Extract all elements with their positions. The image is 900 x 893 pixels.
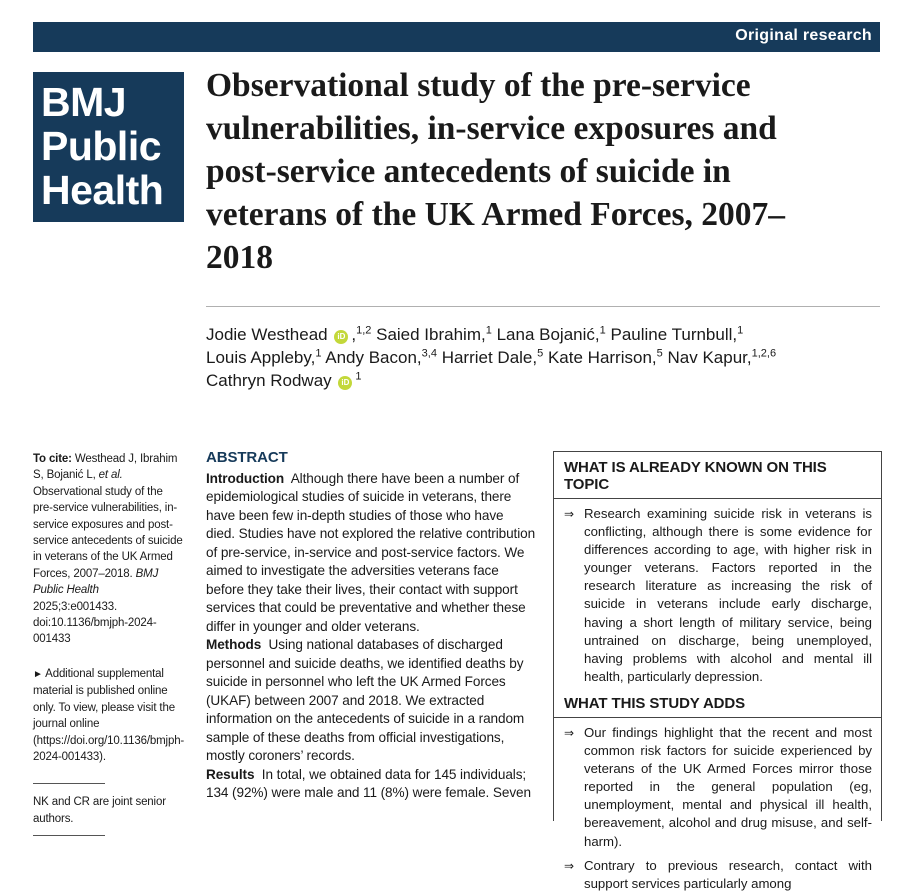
to-cite-et-al: et al. — [98, 469, 123, 482]
supplemental-note — [33, 666, 183, 765]
author[interactable]: Pauline Turnbull,$^1$ — [610, 324, 744, 344]
orcid-icon[interactable]: iD — [338, 376, 352, 390]
to-cite-reference[interactable]: 2025;3:e001433. doi:10.1136/bmjph-2024-001433 — [33, 600, 157, 646]
author[interactable]: Jodie Westhead iD ,$^{1,2}$ — [206, 324, 372, 344]
title-line: 2018 — [206, 239, 273, 276]
introduction-text: Although there have been a number of epidemiological studies of suicide in veterans, there have been few in-depth studies of those who have died. Studies have not explored the relative contribution of pre-service, in-service and post-service factors. We aimed to investigate the adversities veterans face before they take their lives, their contact with support services that could be preventative and whether these differ in younger and older veterans. — [206, 470, 536, 634]
affiliation-marker: 5 — [537, 347, 544, 360]
author[interactable]: Lana Bojanić,$^1$ — [496, 324, 606, 344]
known-heading: WHAT IS ALREADY KNOWN ON THIS TOPIC — [564, 459, 827, 493]
author[interactable]: Nav Kapur,$^{1,2,6}$ — [667, 347, 777, 367]
journal-logo — [33, 72, 184, 222]
affiliation-marker: 1,2 — [356, 324, 372, 337]
abstract-introduction — [206, 470, 536, 637]
logo-line: Health — [41, 167, 164, 213]
author[interactable]: Saied Ibrahim,$^1$ — [376, 324, 492, 344]
logo-line: Public — [41, 123, 162, 169]
double-arrow-icon: ⇒ — [564, 507, 575, 521]
abstract-heading: ABSTRACT — [206, 449, 288, 466]
title-line: Observational study of the pre-service — [206, 67, 751, 104]
author[interactable]: Harriet Dale,$^5$ — [441, 347, 544, 367]
affiliation-marker: 5 — [656, 347, 663, 360]
title-line: veterans of the UK Armed Forces, 2007– — [206, 196, 785, 233]
affiliation-marker: 3,4 — [421, 347, 437, 360]
adds-heading: WHAT THIS STUDY ADDS — [564, 694, 746, 712]
to-cite-title: Observational study of the pre-service vulnerabilities, in-service exposures and post-service antecedents of suicide in veterans of the UK Armed Forces, 2007–2018. — [33, 485, 183, 580]
abstract-results — [206, 766, 536, 803]
section-header-bar — [33, 22, 880, 52]
affiliation-marker: 1 — [315, 347, 322, 360]
adds-item — [564, 724, 872, 851]
author[interactable]: Cathryn Rodway $iD^1$ — [206, 370, 362, 390]
triangle-right-icon: ► — [33, 668, 43, 680]
adds-item — [564, 857, 872, 893]
title-line: vulnerabilities, in-service exposures and — [206, 110, 777, 147]
abstract — [206, 449, 536, 803]
to-cite-label: To cite: — [33, 453, 72, 465]
adds-item-text: Our findings highlight that the recent and most common risk factors for suicide experienced by veterans of the UK Armed Forces mirror those reported in the general population (eg, unemployment, mental and physical ill health, bereavement, alcohol and drug misuse, and self-harm). — [584, 724, 872, 849]
box-divider — [554, 717, 881, 718]
sidebar-divider — [33, 783, 105, 784]
double-arrow-icon: ⇒ — [564, 858, 575, 873]
double-arrow-icon: ⇒ — [564, 725, 575, 740]
box-divider — [554, 498, 881, 499]
results-text: In total, we obtained data for 145 individuals; 134 (92%) were male and 11 (8%) were female. Seven — [206, 766, 531, 800]
title-line: post-service antecedents of suicide in — [206, 153, 731, 190]
to-cite-authors: Westhead J, Ibrahim S, Bojanić L, — [33, 453, 178, 482]
affiliation-marker: 1,2,6 — [751, 347, 777, 360]
key-messages-box — [553, 451, 882, 891]
section-label: Original research — [735, 27, 872, 44]
affiliation-marker: 1 — [599, 324, 606, 337]
adds-item-text: Contrary to previous research, contact with support services particularly among — [584, 857, 872, 891]
methods-label: Methods — [206, 637, 262, 652]
methods-text: Using national databases of discharged personnel and suicide deaths, we identified deaths by suicide in personnel who left the UK Armed Forces (UKAF) between 2007 and 2018. We extracted information on the antecedents of suicide in a random sample of these deaths from official investigations, mostly coroners’ records. — [206, 637, 525, 763]
results-label: Results — [206, 766, 255, 782]
article-title — [206, 64, 886, 279]
known-item — [564, 505, 872, 686]
introduction-label: Introduction — [206, 470, 285, 486]
logo-line: BMJ — [41, 79, 127, 125]
abstract-methods — [206, 636, 536, 766]
to-cite-block — [33, 451, 183, 648]
affiliation-marker: 1 — [485, 324, 492, 337]
author[interactable]: Louis Appleby,$^1$ — [206, 347, 322, 367]
known-item-text: Research examining suicide risk in veterans is conflicting, although there is some evidence for differences according to age, with higher risk in younger veterans. Factors reported in the research literature as increasing the risk of suicide in veterans include early discharge, having a short length of military service, being untrained on discharge, being unemployed, having problems with alcohol and mental ill health, particularly depression. — [584, 506, 872, 684]
sidebar-divider — [33, 835, 105, 836]
citation-sidebar — [33, 451, 183, 846]
author-list — [206, 323, 866, 392]
affiliation-marker: 1 — [737, 324, 744, 337]
orcid-icon[interactable]: iD — [334, 330, 348, 344]
joint-authors-note: NK and CR are joint senior authors. — [33, 796, 166, 825]
author[interactable]: Andy Bacon,$^{3,4}$ — [325, 347, 437, 367]
title-divider — [206, 306, 880, 307]
affiliation-marker: 1 — [355, 370, 362, 383]
to-cite-journal: BMJ Public Health — [33, 567, 159, 597]
supplemental-text[interactable]: Additional supplemental material is published online only. To view, please visit the journal online (https://doi.org/10.1136/bmjph-2024-001433). — [33, 667, 185, 763]
author[interactable]: Kate Harrison,$^5$ — [547, 347, 663, 367]
